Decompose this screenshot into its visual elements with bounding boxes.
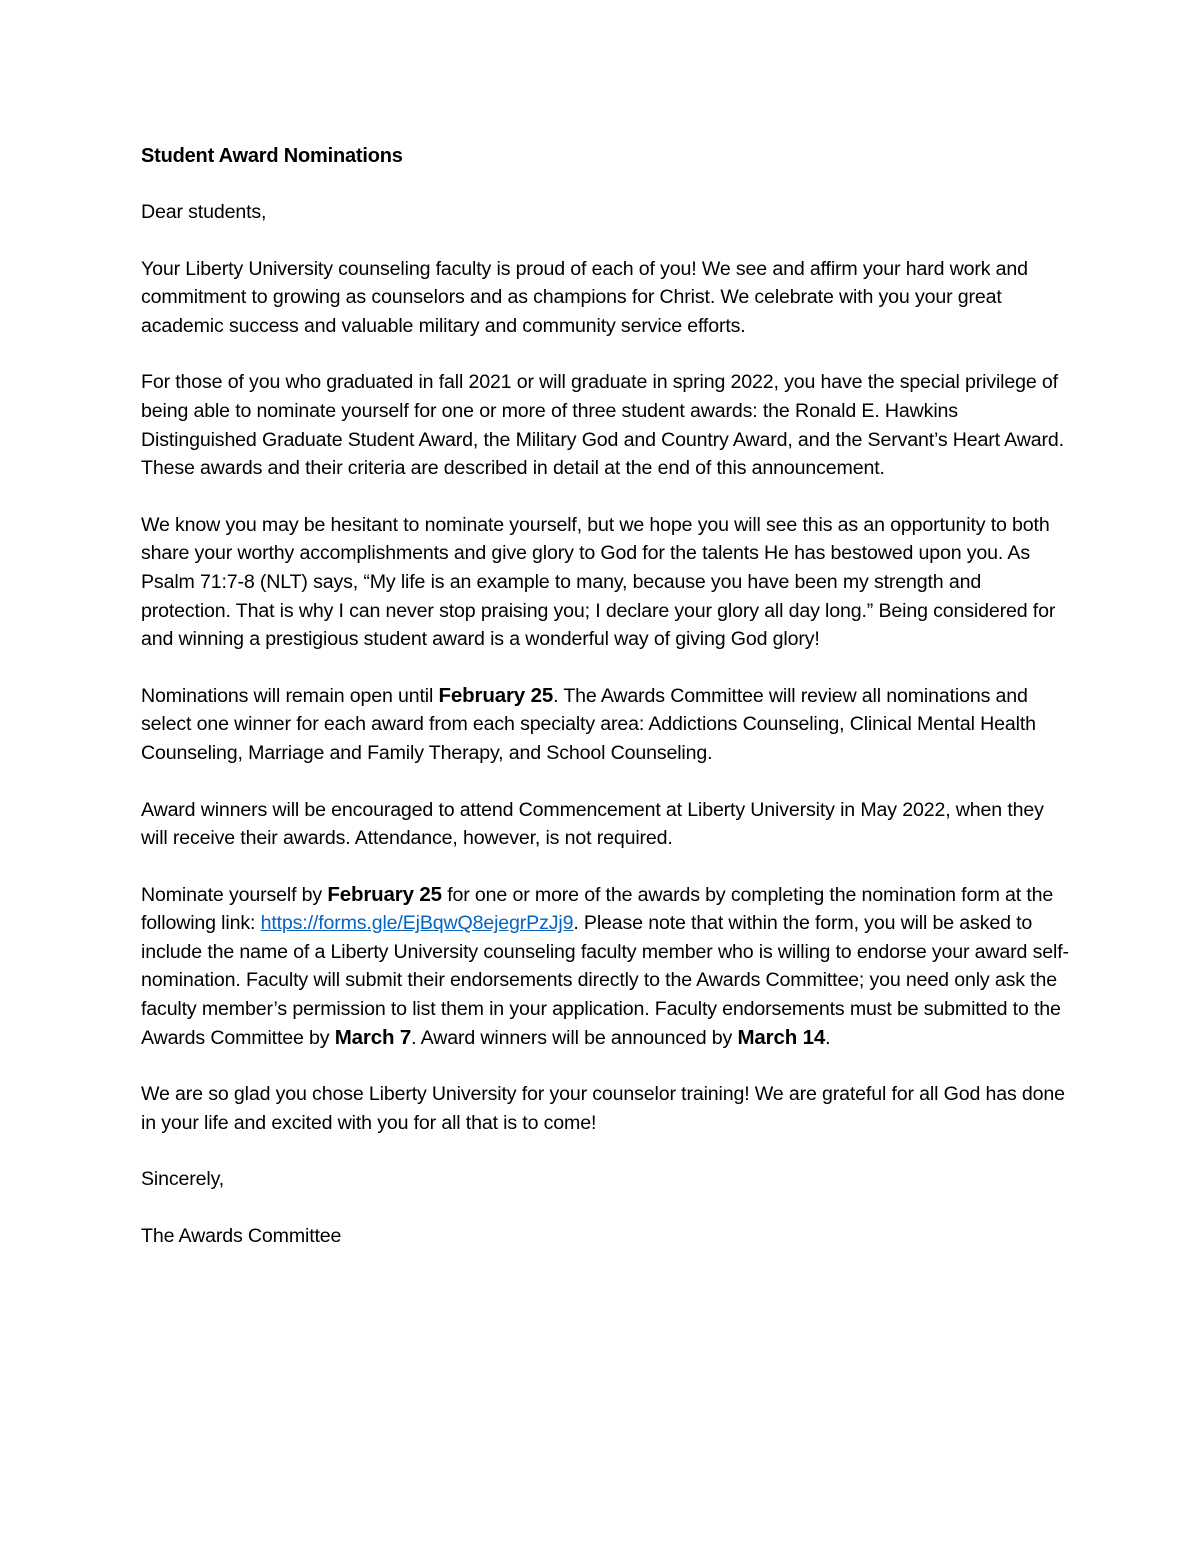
- paragraph-eligibility: For those of you who graduated in fall 2021 or will graduate in spring 2022, you have the special privilege of being able to nominate yourself for one or more of three student awards: the Ronald E. Hawkins Distinguished Graduate Student Award, the Military God and Country Award, and the Servant’s Heart Award. These awards and their criteria are described in detail at the end of this announcement.: [141, 371, 1064, 480]
- paragraph-encouragement: We know you may be hesitant to nominate yourself, but we hope you will see this as an opportunity to both share your worthy accomplishments and give glory to God for the talents He has bestowed upon you. As Psalm 71:7-8 (NLT) says, “My life is an example to many, because you have been my strength and protection. That is why I can never stop praising you; I declare your glory all day long.” Being considered for and winning a prestigious student award is a wonderful way of giving God glory!: [141, 513, 1056, 651]
- instructions-end: .: [825, 1026, 831, 1049]
- deadline-date: February 25: [438, 683, 554, 707]
- announce-text: . Award winners will be announced by: [411, 1026, 738, 1049]
- instructions-text-before: Nominate yourself by: [141, 883, 328, 906]
- nomination-deadline: February 25: [327, 882, 442, 906]
- paragraph-nomination-instructions: [141, 881, 1070, 1053]
- deadline-text-after: . The Awards Committee will review all nominations and select one winner for each award from each specialty area: Addictions Counseling, Clinical Mental Health Counseling, Marriage and Family Therapy, and School Counseling.: [141, 684, 1036, 764]
- paragraph-commencement: Award winners will be encouraged to attend Commencement at Liberty University in May 2022, when they will receive their awards. Attendance, however, is not required.: [141, 798, 1044, 850]
- endorsement-date: March 7: [334, 1025, 412, 1049]
- paragraph-deadline: [141, 682, 1070, 768]
- paragraph-intro: Your Liberty University counseling faculty is proud of each of you! We see and affirm your hard work and commitment to growing as counselors and as champions for Christ. We celebrate with you your great academic success and valuable military and community service efforts.: [141, 257, 1028, 337]
- instructions-text-after-link: . Please note that within the form, you will be asked to include the name of a Liberty University counseling faculty member who is willing to endorse your award self-nomination. Faculty will submit their endorsements directly to the Awards Committee; you need only ask the faculty member’s permission to list them in your application. Faculty endorsements must be submitted to the Awards Committee by: [141, 912, 1069, 1049]
- nomination-form-link[interactable]: https://forms.gle/EjBqwQ8ejegrPzJj9: [260, 912, 574, 935]
- page-title: Student Award Nominations: [141, 145, 403, 167]
- announcement-date: March 14: [737, 1025, 826, 1049]
- deadline-text-before: Nominations will remain open until: [141, 684, 439, 707]
- signature: The Awards Committee: [141, 1225, 342, 1248]
- salutation: Dear students,: [141, 201, 267, 223]
- paragraph-closing-thanks: We are so glad you chose Liberty University for your counselor training! We are grateful for all God has done in your life and excited with you for all that is to come!: [141, 1083, 1065, 1134]
- instructions-text-mid: for one or more of the awards by completing the nomination form at the following link:: [141, 883, 1054, 935]
- closing: Sincerely,: [141, 1168, 225, 1191]
